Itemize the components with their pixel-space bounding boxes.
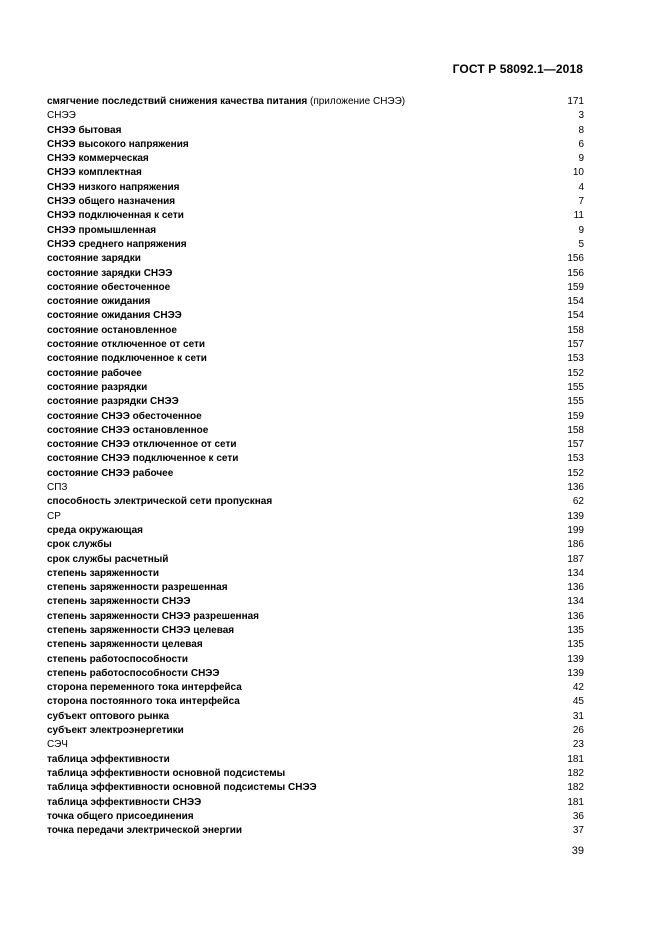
index-page-ref: 139 — [567, 653, 584, 665]
index-entry — [47, 238, 584, 252]
index-page-ref: 135 — [567, 639, 584, 651]
index-entry — [47, 581, 584, 595]
index-term — [47, 452, 238, 466]
index-page-ref: 199 — [567, 524, 584, 536]
term-text: состояние СНЭЭ рабочее — [47, 467, 174, 479]
index-page-ref: 136 — [567, 482, 584, 494]
index-term — [47, 653, 188, 667]
index-term — [47, 524, 143, 538]
term-text: состояние СНЭЭ остановленное — [47, 424, 209, 436]
index-term — [47, 95, 405, 109]
index-entry — [47, 495, 584, 509]
index-entry — [47, 138, 584, 152]
index-term — [47, 724, 184, 738]
term-text: таблица эффективности — [47, 753, 170, 765]
index-term — [47, 224, 156, 238]
index-page-ref: 135 — [567, 624, 584, 636]
term-text: таблица эффективности основной подсистемы — [47, 767, 286, 779]
index-entry — [47, 267, 584, 281]
term-text: точка общего присоединения — [47, 810, 194, 822]
term-text: состояние подключенное к сети — [47, 353, 207, 365]
index-entry — [47, 610, 584, 624]
index-entry — [47, 410, 584, 424]
index-term — [47, 238, 187, 252]
index-entry — [47, 624, 584, 638]
term-text: СНЭЭ — [47, 110, 76, 122]
index-page-ref: 154 — [567, 310, 584, 322]
index-entry — [47, 395, 584, 409]
term-text: таблица эффективности СНЭЭ — [47, 796, 202, 808]
term-text: степень заряженности СНЭЭ разрешенная — [47, 610, 260, 622]
index-page-ref: 11 — [573, 210, 584, 222]
index-entry — [47, 467, 584, 481]
index-entry — [47, 424, 584, 438]
term-text: состояние СНЭЭ отключенное от сети — [47, 439, 237, 451]
term-text: СР — [47, 510, 61, 522]
index-page-ref: 181 — [567, 796, 584, 808]
index-page-ref: 26 — [572, 725, 584, 737]
index-page-ref: 134 — [567, 596, 584, 608]
index-term — [47, 610, 259, 624]
index-entry — [47, 195, 584, 209]
term-text: степень заряженности разрешенная — [47, 582, 228, 594]
index-page-ref: 155 — [567, 396, 584, 408]
index-page-ref: 157 — [567, 439, 584, 451]
term-text: состояние разрядки СНЭЭ — [47, 396, 179, 408]
index-entry — [47, 95, 584, 109]
index-page-ref: 5 — [578, 238, 584, 250]
index-term — [47, 581, 228, 595]
index-term — [47, 796, 201, 810]
term-text: степень заряженности — [47, 567, 159, 579]
index-term — [47, 767, 285, 781]
index-term — [47, 252, 141, 266]
index-page-ref: 134 — [567, 567, 584, 579]
index-page-ref: 37 — [572, 825, 584, 837]
term-text: срок службы расчетный — [47, 553, 169, 565]
index-term — [47, 338, 205, 352]
term-text: СЭЧ — [47, 739, 68, 751]
index-entry — [47, 710, 584, 724]
term-text: степень работоспособности — [47, 653, 189, 665]
index-term — [47, 352, 207, 366]
index-entry — [47, 252, 584, 266]
term-text: состояние остановленное — [47, 324, 177, 336]
index-term — [47, 753, 170, 767]
index-entry — [47, 538, 584, 552]
term-text: способность электрической сети пропускная — [47, 496, 273, 508]
term-text: СПЗ — [47, 482, 68, 494]
term-text: срок службы — [47, 539, 112, 551]
index-entry — [47, 553, 584, 567]
term-text: СНЭЭ бытовая — [47, 124, 122, 136]
index-page-ref: 153 — [567, 453, 584, 465]
index-entry — [47, 124, 584, 138]
index-entry — [47, 524, 584, 538]
index-page-ref: 136 — [567, 582, 584, 594]
term-text: степень заряженности СНЭЭ целевая — [47, 624, 235, 636]
term-text: состояние СНЭЭ обесточенное — [47, 410, 202, 422]
index-page-ref: 154 — [567, 296, 584, 308]
term-text: СНЭЭ коммерческая — [47, 153, 149, 165]
term-text: точка передачи электрической энергии — [47, 825, 243, 837]
index-page-ref: 42 — [572, 682, 584, 694]
document-code-header: ГОСТ Р 58092.1—2018 — [452, 62, 583, 76]
index-page-ref: 4 — [578, 181, 584, 193]
index-page-ref: 158 — [567, 324, 584, 336]
term-text: СНЭЭ комплектная — [47, 167, 142, 179]
index-entry — [47, 724, 584, 738]
index-page-ref: 136 — [567, 610, 584, 622]
index-page-ref: 171 — [567, 96, 584, 107]
term-text: СНЭЭ промышленная — [47, 224, 157, 236]
index-term — [47, 152, 149, 166]
index-term — [47, 710, 169, 724]
index-term — [47, 438, 237, 452]
index-page-ref: 36 — [572, 810, 584, 822]
term-text: СНЭЭ общего назначения — [47, 196, 176, 208]
index-entry — [47, 109, 584, 123]
index-term — [47, 295, 150, 309]
index-entry — [47, 595, 584, 609]
index-term — [47, 810, 194, 824]
index-term — [47, 624, 234, 638]
index-term — [47, 195, 175, 209]
term-text: СНЭЭ высокого напряжения — [47, 138, 189, 150]
index-term — [47, 553, 168, 567]
index-page-ref: 31 — [572, 710, 584, 722]
index-term — [47, 738, 68, 752]
term-text: состояние ожидания СНЭЭ — [47, 310, 182, 322]
index-page-ref: 152 — [567, 467, 584, 479]
index-page-ref: 159 — [567, 281, 584, 293]
index-entry — [47, 381, 584, 395]
index-entry — [47, 181, 584, 195]
index-entry — [47, 510, 584, 524]
index-term — [47, 467, 173, 481]
index-entry — [47, 753, 584, 767]
term-text: субъект электроэнергетики — [47, 725, 184, 737]
index-page-ref: 159 — [567, 410, 584, 422]
index-entry — [47, 738, 584, 752]
index-entry — [47, 281, 584, 295]
term-text: среда окружающая — [47, 524, 143, 536]
index-term — [47, 781, 317, 795]
alphabetical-term-index — [47, 95, 584, 838]
index-entry — [47, 224, 584, 238]
page-number: 39 — [571, 845, 584, 857]
index-term — [47, 209, 184, 223]
term-text: СНЭЭ среднего напряжения — [47, 238, 187, 250]
term-note: (приложение СНЭЭ) — [307, 96, 406, 107]
index-entry — [47, 810, 584, 824]
index-entry — [47, 209, 584, 223]
index-page-ref: 158 — [567, 424, 584, 436]
index-term — [47, 367, 142, 381]
index-entry — [47, 166, 584, 180]
index-page-ref: 139 — [567, 667, 584, 679]
index-entry — [47, 767, 584, 781]
index-term — [47, 824, 242, 838]
index-page-ref: 181 — [567, 753, 584, 765]
index-term — [47, 481, 67, 495]
index-entry — [47, 567, 584, 581]
index-page-ref: 182 — [567, 767, 584, 779]
term-text: состояние разрядки — [47, 381, 148, 393]
index-entry — [47, 338, 584, 352]
index-entry — [47, 152, 584, 166]
index-page-ref: 157 — [567, 339, 584, 351]
term-text: СНЭЭ низкого напряжения — [47, 181, 180, 193]
index-page-ref: 155 — [567, 381, 584, 393]
index-page-ref: 7 — [578, 196, 584, 208]
index-term — [47, 510, 61, 524]
index-entry — [47, 653, 584, 667]
term-text: степень работоспособности СНЭЭ — [47, 667, 220, 679]
term-text: состояние обесточенное — [47, 281, 171, 293]
index-entry — [47, 824, 584, 838]
index-entry — [47, 324, 584, 338]
index-term — [47, 281, 170, 295]
index-entry — [47, 695, 584, 709]
index-page-ref: 8 — [578, 124, 584, 136]
index-entry — [47, 452, 584, 466]
index-term — [47, 424, 208, 438]
index-term — [47, 395, 179, 409]
index-entry — [47, 681, 584, 695]
index-term — [47, 410, 202, 424]
index-term — [47, 166, 142, 180]
index-entry — [47, 367, 584, 381]
index-page-ref: 23 — [572, 739, 584, 751]
index-term — [47, 381, 147, 395]
index-page-ref: 156 — [567, 253, 584, 265]
index-page-ref: 9 — [578, 224, 584, 236]
index-page-ref: 139 — [567, 510, 584, 522]
index-entry — [47, 309, 584, 323]
term-text: степень заряженности СНЭЭ — [47, 596, 191, 608]
index-term — [47, 267, 172, 281]
index-page-ref: 187 — [567, 553, 584, 565]
index-page-ref: 182 — [567, 782, 584, 794]
index-term — [47, 324, 177, 338]
index-page-ref: 9 — [578, 153, 584, 165]
term-text: состояние зарядки — [47, 253, 141, 265]
index-term — [47, 538, 112, 552]
index-entry — [47, 796, 584, 810]
index-entry — [47, 295, 584, 309]
index-term — [47, 138, 189, 152]
index-term — [47, 638, 203, 652]
index-entry — [47, 352, 584, 366]
term-text: степень заряженности целевая — [47, 639, 203, 651]
index-page-ref: 62 — [572, 496, 584, 508]
term-text: состояние зарядки СНЭЭ — [47, 267, 173, 279]
term-text: СНЭЭ подключенная к сети — [47, 210, 184, 222]
index-entry — [47, 667, 584, 681]
index-term — [47, 567, 159, 581]
index-term — [47, 681, 242, 695]
index-term — [47, 109, 76, 123]
index-term — [47, 595, 190, 609]
term-text: смягчение последствий снижения качества питания — [47, 96, 308, 107]
term-text: сторона переменного тока интерфейса — [47, 682, 242, 694]
index-entry — [47, 481, 584, 495]
index-entry — [47, 638, 584, 652]
index-term — [47, 181, 180, 195]
term-text: состояние рабочее — [47, 367, 142, 379]
index-page-ref: 6 — [578, 138, 584, 150]
index-page-ref: 156 — [567, 267, 584, 279]
index-entry — [47, 438, 584, 452]
index-term — [47, 309, 182, 323]
index-term — [47, 124, 121, 138]
index-term — [47, 667, 220, 681]
index-page-ref: 10 — [572, 167, 584, 179]
term-text: таблица эффективности основной подсистемы СНЭЭ — [47, 782, 317, 794]
term-text: сторона постоянного тока интерфейса — [47, 696, 240, 708]
index-entry — [47, 781, 584, 795]
index-page-ref: 153 — [567, 353, 584, 365]
index-page-ref: 186 — [567, 539, 584, 551]
term-text: субъект оптового рынка — [47, 710, 170, 722]
index-page-ref: 152 — [567, 367, 584, 379]
index-page-ref: 45 — [572, 696, 584, 708]
index-term — [47, 495, 272, 509]
index-term — [47, 695, 240, 709]
index-page-ref: 3 — [578, 110, 584, 122]
term-text: состояние ожидания — [47, 296, 151, 308]
term-text: состояние СНЭЭ подключенное к сети — [47, 453, 239, 465]
term-text: состояние отключенное от сети — [47, 339, 206, 351]
